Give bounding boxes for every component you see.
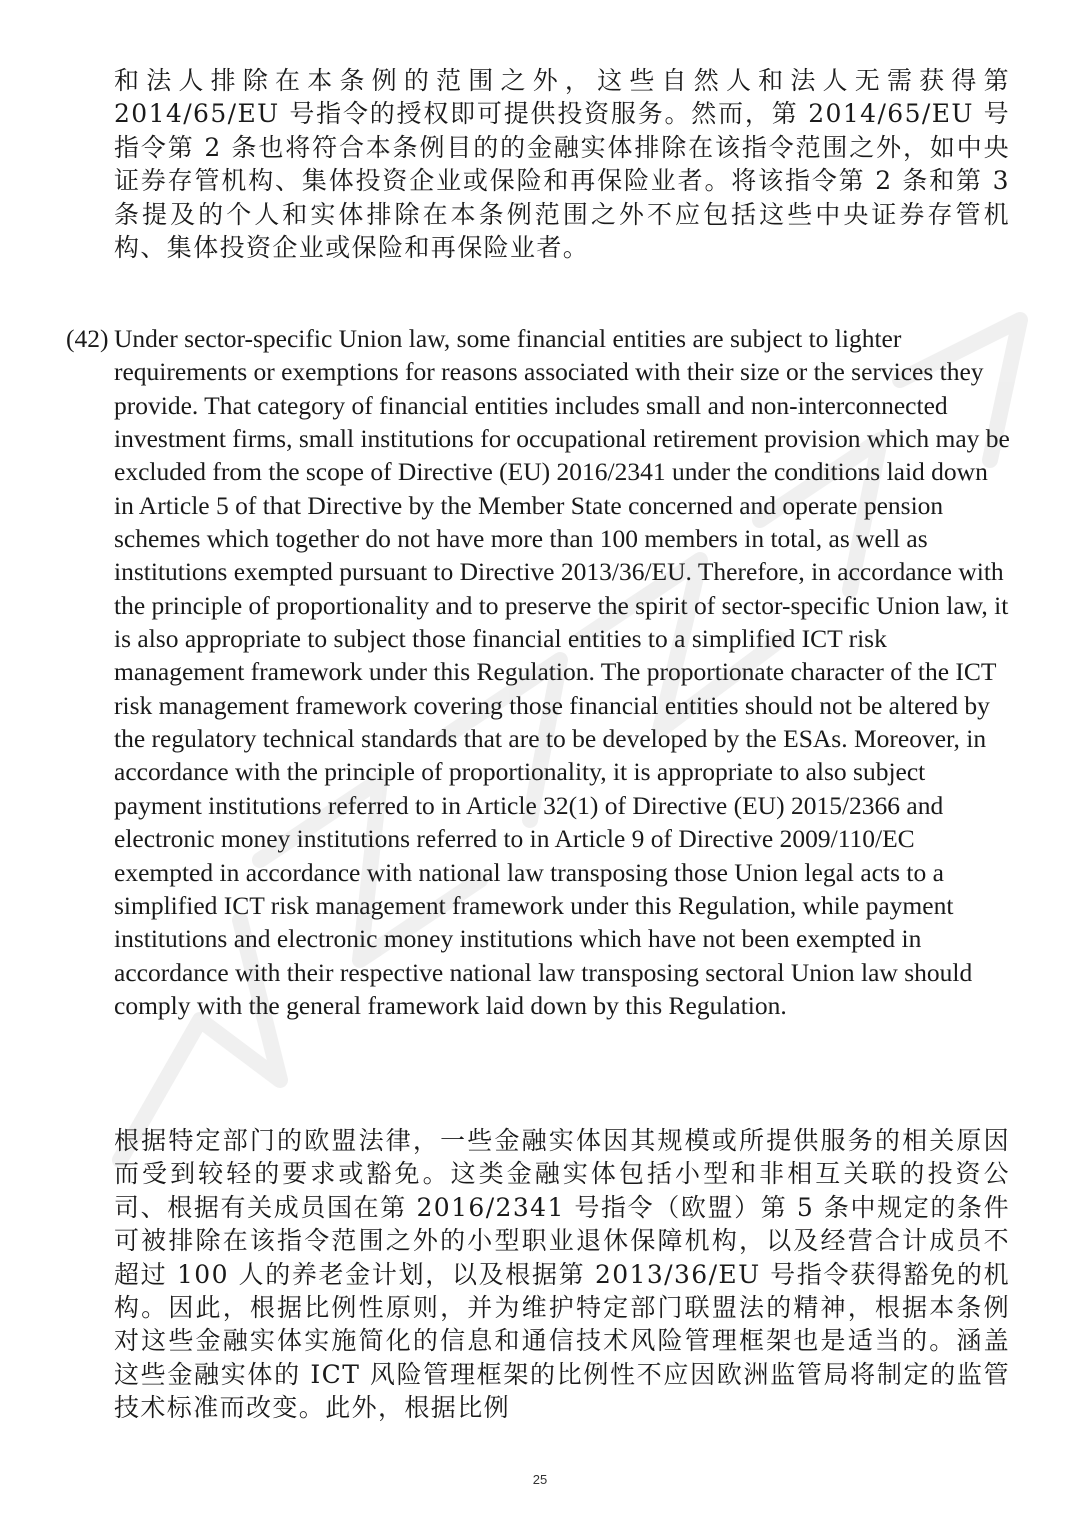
page-number: 25: [532, 1472, 548, 1487]
recital-chinese-text: 根据特定部门的欧盟法律，一些金融实体因其规模或所提供服务的相关原因而受到较轻的要求或豁免。这类金融实体包括小型和非相互关联的投资公司、根据有关成员国在第 2016/2341 号指令（欧盟）第 5 条中规定的条件可被排除在该指令范围之外的小型职业退休保障机构，以及经营合计成员不超过 100 人的养老金计划，以及根据第 2013/36/EU 号指令获得豁免的机构。因此，根据比例性原则，并为维护特定部门联盟法的精神，根据本条例对这些金融实体实施简化的信息和通信技术风险管理框架也是适当的。涵盖这些金融实体的 ICT 风险管理框架的比例性不应因欧洲监管局将制定的监管技术标准而改变。此外，根据比例: [114, 1126, 1010, 1423]
chinese-continuation-paragraph: 和法人排除在本条例的范围之外，这些自然人和法人无需获得第 2014/65/EU 号指令的授权即可提供投资服务。然而，第 2014/65/EU 号指令第 2 条也将符合本条例目的的金融实体排除在该指令范围之外，如中央证券存管机构、集体投资企业或保险和再保险业者。将该指令第 2 条和第 3 条提及的个人和实体排除在本条例范围之外不应包括这些中央证券存管机构、集体投资企业或保险和再保险业者。: [114, 66, 1010, 263]
recital-number: (42): [66, 324, 109, 353]
recital-english-text: Under sector-specific Union law, some financial entities are subject to lighter requirements or exemptions for reasons associated with their size or the services they provide. That category of financial entities includes small and non-interconnected investment firms, small institutions for occupational retirement provision which may be excluded from the scope of Directive (EU) 2016/2341 under the conditions laid down in Article 5 of that Directive by the Member State concerned and operate pension schemes which together do not have more than 100 members in total, as well as institutions exempted pursuant to Directive 2013/36/EU. Therefore, in accordance with the principle of proportionality and to preserve the spirit of sector-specific Union law, it is also appropriate to subject those financial entities to a simplified ICT risk management framework under this Regulation. The proportionate character of the ICT risk management framework covering those financial entities should not be altered by the regulatory technical standards that are to be developed by the ESAs. Moreover, in accordance with the principle of proportionality, it is appropriate to also subject payment institutions referred to in Article 32(1) of Directive (EU) 2015/2366 and electronic money institutions referred to in Article 9 of Directive 2009/110/EC exempted in accordance with national law transposing those Union legal acts to a simplified ICT risk management framework under this Regulation, while payment institutions and electronic money institutions which have not been exempted in accordance with their respective national law transposing sectoral Union law should comply with the general framework laid down by this Regulation.: [114, 324, 1010, 1020]
